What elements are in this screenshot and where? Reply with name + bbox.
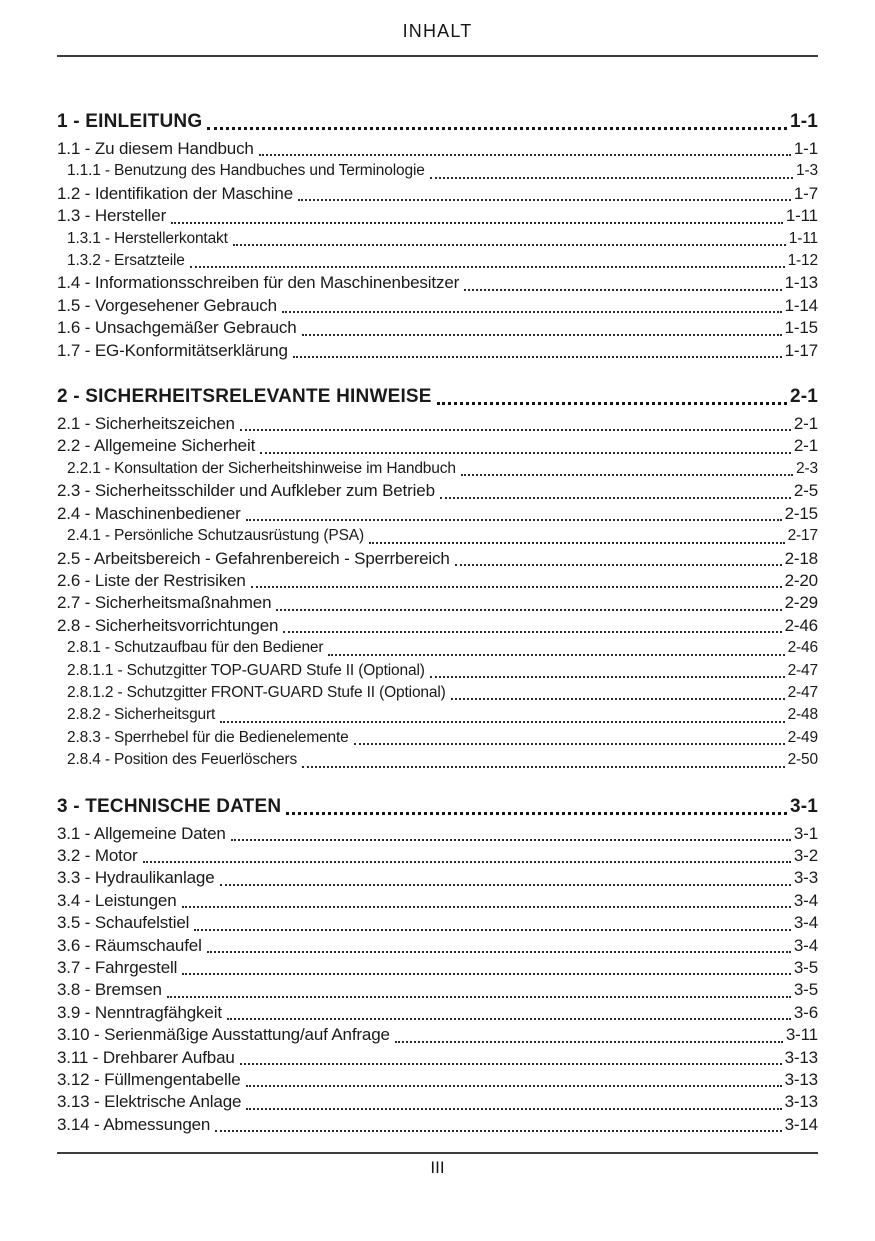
toc-entry-page: 1-17 (784, 340, 818, 360)
dot-leader (282, 311, 782, 313)
dot-leader (207, 127, 787, 130)
toc-entry-label: 2.4 - Maschinenbediener (57, 503, 241, 523)
toc-entry-label: 2.4.1 - Persönliche Schutzausrüstung (PSA) (67, 527, 364, 545)
toc-entry (57, 183, 818, 205)
toc-entry-page: 3-13 (784, 1047, 818, 1067)
toc-entry-label: 1.4 - Informationsschreiben für den Maschinenbesitzer (57, 273, 460, 293)
toc-entry (67, 458, 818, 480)
dot-leader (182, 906, 791, 908)
toc-entry-label: 2.6 - Liste der Restrisiken (57, 570, 246, 590)
toc-entry (57, 935, 818, 957)
toc-section-heading (57, 109, 818, 135)
toc-section (57, 109, 818, 362)
dot-leader (259, 154, 791, 156)
toc-entry-page: 1-11 (785, 206, 818, 226)
dot-leader (182, 973, 791, 975)
toc-entry-label: 3.12 - Füllmengentabelle (57, 1070, 241, 1090)
toc-entry-label: 2.2.1 - Konsultation der Sicherheitshinweise im Handbuch (67, 459, 456, 477)
toc-entry-label: 3.6 - Räumschaufel (57, 935, 202, 955)
toc-entry-label: 2.3 - Sicherheitsschilder und Aufkleber zum Betrieb (57, 481, 435, 501)
toc-entry-label: 3.10 - Serienmäßige Ausstattung/auf Anfrage (57, 1025, 390, 1045)
toc-entry-label: 3.1 - Allgemeine Daten (57, 823, 226, 843)
toc-entry-label: 2.8 - Sicherheitsvorrichtungen (57, 615, 279, 635)
dot-leader (369, 542, 785, 544)
dot-leader (143, 861, 791, 863)
dot-leader (455, 564, 782, 566)
toc-section (57, 794, 818, 1137)
toc-entry (67, 637, 818, 659)
toc-entry-page: 3-2 (793, 845, 818, 865)
toc-entry-page: 1-13 (784, 273, 818, 293)
toc-entry (67, 660, 818, 682)
dot-leader (464, 289, 781, 291)
toc-entry (67, 704, 818, 726)
toc-entry (57, 1069, 818, 1091)
dot-leader (283, 631, 781, 633)
toc-entry-page: 3-14 (784, 1114, 818, 1134)
dot-leader (240, 429, 791, 431)
toc-entry-page: 3-6 (793, 1002, 818, 1022)
dot-leader (302, 334, 782, 336)
dot-leader (302, 766, 784, 768)
toc-entry-label: 1 - EINLEITUNG (57, 111, 203, 132)
toc-entry-label: 2.5 - Arbeitsbereich - Gefahrenbereich - Sperrbereich (57, 548, 450, 568)
dot-leader (440, 497, 791, 499)
toc-entry-label: 2.2 - Allgemeine Sicherheit (57, 436, 256, 456)
toc-entry-page: 1-1 (793, 139, 818, 158)
toc-entry-label: 3 - TECHNISCHE DATEN (57, 795, 282, 817)
toc-entry (57, 867, 818, 889)
dot-leader (171, 222, 783, 224)
dot-leader (298, 199, 791, 201)
toc-entry (57, 205, 818, 227)
toc-entry-label: 1.2 - Identifikation der Maschine (57, 183, 294, 203)
dot-leader (190, 266, 785, 268)
toc-entry-page: 2-1 (793, 436, 818, 456)
dot-leader (260, 452, 791, 454)
dot-leader (246, 1108, 781, 1110)
toc-entry-label: 3.9 - Nenntragfähgkeit (57, 1002, 222, 1022)
toc-entry-page: 3-4 (793, 890, 818, 910)
toc-entry (57, 317, 818, 339)
toc-entry-label: 2.8.1 - Schutzaufbau für den Bediener (67, 639, 324, 657)
dot-leader (207, 951, 791, 953)
toc-entry-label: 3.14 - Abmessungen (57, 1114, 211, 1134)
dot-leader (437, 402, 787, 405)
toc-entry-page: 2-47 (787, 683, 818, 701)
toc-entry (57, 1002, 818, 1024)
toc-entry (57, 1024, 818, 1046)
toc-entry-label: 1.5 - Vorgesehener Gebrauch (57, 295, 277, 315)
toc-entry (67, 525, 818, 547)
toc-entry-page: 2-5 (793, 481, 818, 501)
toc-entry-page: 1-11 (788, 229, 818, 247)
toc-entry (57, 592, 818, 614)
toc-entry-page: 2-49 (787, 728, 818, 746)
toc-entry-page: 3-5 (793, 958, 818, 977)
dot-leader (167, 996, 791, 998)
toc-entry-page: 2-3 (796, 459, 818, 477)
toc-entry-label: 3.5 - Schaufelstiel (57, 913, 190, 933)
toc-entry-page: 2-48 (787, 706, 818, 724)
toc-entry (57, 912, 818, 934)
toc-entry-page: 2-20 (784, 570, 818, 590)
dot-leader (215, 1130, 781, 1132)
toc-entry-page: 3-11 (785, 1025, 818, 1045)
toc-entry (57, 570, 818, 592)
toc-entry (57, 272, 818, 294)
toc-entry-page: 2-1 (793, 414, 818, 434)
toc-entry (57, 340, 818, 362)
dot-leader (430, 676, 785, 678)
toc-entry-label: 2.8.3 - Sperrhebel für die Bedienelemente (67, 728, 349, 746)
toc-entry-label: 2 - SICHERHEITSRELEVANTE HINWEISE (57, 386, 432, 408)
toc-section-heading (57, 384, 818, 410)
toc-entry (57, 845, 818, 867)
toc-entry (67, 727, 818, 749)
toc-entry-page: 2-29 (784, 593, 818, 613)
toc-entry-page: 1-1 (789, 111, 818, 132)
toc-entry-page: 2-50 (787, 751, 818, 769)
toc-entry-page: 3-4 (793, 935, 818, 955)
page-title: INHALT (402, 21, 473, 41)
toc-entry-page: 2-18 (784, 548, 818, 568)
toc-entry-label: 3.7 - Fahrgestell (57, 958, 178, 977)
table-of-contents (57, 57, 818, 1136)
toc-entry-page: 3-4 (793, 913, 818, 933)
toc-section-heading (57, 794, 818, 820)
toc-entry-label: 2.7 - Sicherheitsmaßnahmen (57, 593, 272, 613)
toc-entry (67, 250, 818, 272)
toc-entry (67, 160, 818, 182)
dot-leader (240, 1063, 782, 1065)
dot-leader (354, 743, 785, 745)
toc-entry (57, 823, 818, 845)
dot-leader (461, 474, 793, 476)
toc-entry-page: 3-13 (784, 1070, 818, 1090)
toc-entry (57, 138, 818, 160)
dot-leader (328, 654, 784, 656)
toc-entry (57, 548, 818, 570)
dot-leader (227, 1018, 791, 1020)
toc-entry (57, 480, 818, 502)
toc-entry-page: 2-17 (787, 527, 818, 545)
toc-entry-page: 2-46 (787, 639, 818, 657)
toc-entry-label: 3.13 - Elektrische Anlage (57, 1092, 242, 1112)
toc-entry-label: 2.8.4 - Position des Feuerlöschers (67, 751, 298, 769)
toc-entry-page: 1-12 (787, 252, 818, 270)
toc-entry-page: 1-15 (784, 318, 818, 338)
toc-entry-page: 1-7 (793, 183, 818, 203)
toc-entry-label: 1.3.1 - Herstellerkontakt (67, 229, 228, 247)
dot-leader (251, 586, 782, 588)
toc-entry (57, 295, 818, 317)
toc-entry (67, 749, 818, 771)
dot-leader (395, 1041, 783, 1043)
toc-entry (57, 413, 818, 435)
toc-entry-page: 3-13 (784, 1092, 818, 1112)
toc-entry-page: 2-46 (784, 615, 818, 635)
dot-leader (220, 721, 784, 723)
toc-entry (57, 1047, 818, 1069)
toc-entry-label: 1.1.1 - Benutzung des Handbuches und Terminologie (67, 162, 425, 180)
dot-leader (430, 177, 793, 179)
dot-leader (233, 244, 786, 246)
toc-entry-label: 2.1 - Sicherheitszeichen (57, 414, 235, 434)
toc-entry-page: 1-3 (796, 162, 818, 180)
toc-entry-label: 3.11 - Drehbarer Aufbau (57, 1047, 235, 1067)
dot-leader (276, 609, 781, 611)
toc-entry-page: 3-1 (793, 823, 818, 843)
toc-entry-page: 2-1 (789, 386, 818, 408)
toc-entry-page: 2-47 (787, 661, 818, 679)
toc-entry-label: 3.8 - Bremsen (57, 980, 162, 1000)
toc-entry (57, 615, 818, 637)
dot-leader (286, 812, 787, 815)
toc-entry-page: 3-1 (789, 795, 818, 817)
toc-entry-label: 1.7 - EG-Konformitätserklärung (57, 340, 288, 360)
toc-entry-page: 3-3 (793, 868, 818, 888)
toc-section (57, 384, 818, 772)
toc-entry-label: 1.6 - Unsachgemäßer Gebrauch (57, 318, 297, 338)
toc-entry (67, 682, 818, 704)
toc-entry (57, 979, 818, 1001)
page-footer (57, 1152, 818, 1178)
dot-leader (194, 929, 791, 931)
toc-entry-label: 2.8.1.1 - Schutzgitter TOP-GUARD Stufe II (Optional) (67, 661, 425, 679)
dot-leader (293, 356, 782, 358)
toc-entry (57, 890, 818, 912)
toc-entry (57, 957, 818, 979)
toc-entry-page: 2-15 (784, 503, 818, 523)
toc-entry-label: 1.3.2 - Ersatzteile (67, 252, 185, 270)
dot-leader (246, 1085, 782, 1087)
toc-entry (57, 1091, 818, 1113)
toc-entry (57, 435, 818, 457)
dot-leader (451, 698, 785, 700)
toc-entry (67, 228, 818, 250)
toc-entry-label: 3.2 - Motor (57, 845, 138, 865)
toc-entry-page: 3-5 (793, 980, 818, 1000)
toc-entry-label: 3.4 - Leistungen (57, 890, 177, 910)
dot-leader (231, 839, 791, 841)
toc-entry-label: 2.8.2 - Sicherheitsgurt (67, 706, 216, 724)
toc-entry-label: 3.3 - Hydraulikanlage (57, 868, 215, 888)
toc-entry-page: 1-14 (784, 295, 818, 315)
footer-page-number: III (430, 1158, 445, 1178)
dot-leader (220, 884, 791, 886)
dot-leader (246, 519, 782, 521)
toc-entry-label: 1.1 - Zu diesem Handbuch (57, 139, 254, 158)
toc-entry (57, 503, 818, 525)
toc-entry-label: 1.3 - Hersteller (57, 206, 167, 226)
toc-entry (57, 1114, 818, 1136)
toc-entry-label: 2.8.1.2 - Schutzgitter FRONT-GUARD Stufe II (Optional) (67, 683, 446, 701)
